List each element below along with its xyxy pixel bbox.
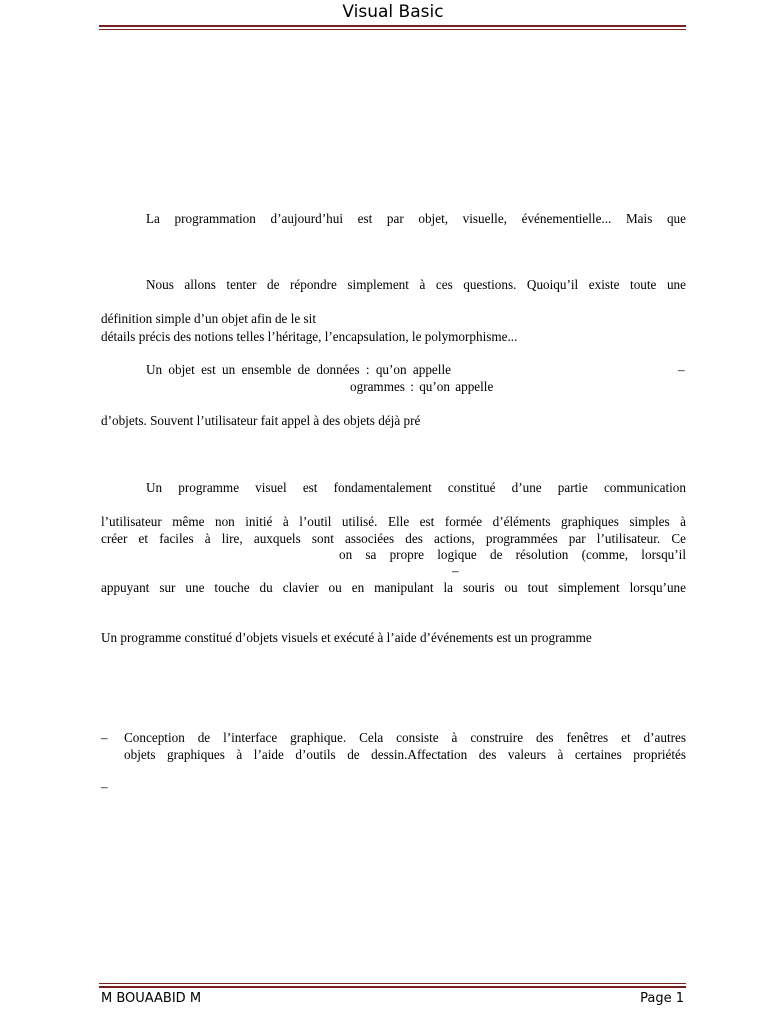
list-bullet: – xyxy=(101,730,108,745)
paragraph-line: l’utilisateur même non initié à l’outil utilisé. Elle est formée d’éléments graphiques simples à xyxy=(101,514,686,529)
paragraph-line: appuyant sur une touche du clavier ou en manipulant la souris ou tout simplement lorsqu’une xyxy=(101,580,686,595)
footer-rule xyxy=(99,986,686,988)
list-item-line: objets graphiques à l’aide d’outils de dessin.Affectation des valeurs à certaines propriétés xyxy=(124,747,686,762)
list-bullet: – xyxy=(101,779,108,794)
page-number: Page 1 xyxy=(640,991,684,1006)
paragraph-line: détails précis des notions telles l’héritage, l’encapsulation, le polymorphisme... xyxy=(101,329,518,344)
paragraph-line: on sa propre logique de résolution (comme, lorsqu’il xyxy=(339,547,686,562)
header-rule-thin xyxy=(99,29,686,30)
dash-mark: – xyxy=(452,563,459,578)
paragraph-line: Un programme visuel est fondamentalement constitué d’une partie communication xyxy=(146,480,686,495)
paragraph-line: créer et faciles à lire, auxquels sont associées des actions, programmées par l’utilisateur. Ce xyxy=(101,531,686,546)
footer-author: M BOUAABID M xyxy=(101,991,202,1006)
list-item-line: Conception de l’interface graphique. Cela consiste à construire des fenêtres et d’autres xyxy=(124,730,686,745)
footer-rule-thin xyxy=(99,983,686,984)
paragraph-line: Nous allons tenter de répondre simplement à ces questions. Quoiqu’il existe toute une xyxy=(146,277,686,292)
header-title: Visual Basic xyxy=(342,2,444,22)
paragraph-line: Un programme constitué d’objets visuels et exécuté à l’aide d’événements est un programme xyxy=(101,630,592,645)
paragraph-line: ogrammes : qu’on appelle xyxy=(350,379,494,394)
paragraph-line: La programmation d’aujourd’hui est par objet, visuelle, événementielle... Mais que xyxy=(146,211,686,226)
header-rule xyxy=(99,25,686,27)
paragraph-line: Un objet est un ensemble de données : qu’on appelle xyxy=(146,362,451,377)
paragraph-line: d’objets. Souvent l’utilisateur fait appel à des objets déjà pré xyxy=(101,413,421,428)
paragraph-line: définition simple d’un objet afin de le sit xyxy=(101,311,316,326)
dash-mark: – xyxy=(678,362,685,377)
